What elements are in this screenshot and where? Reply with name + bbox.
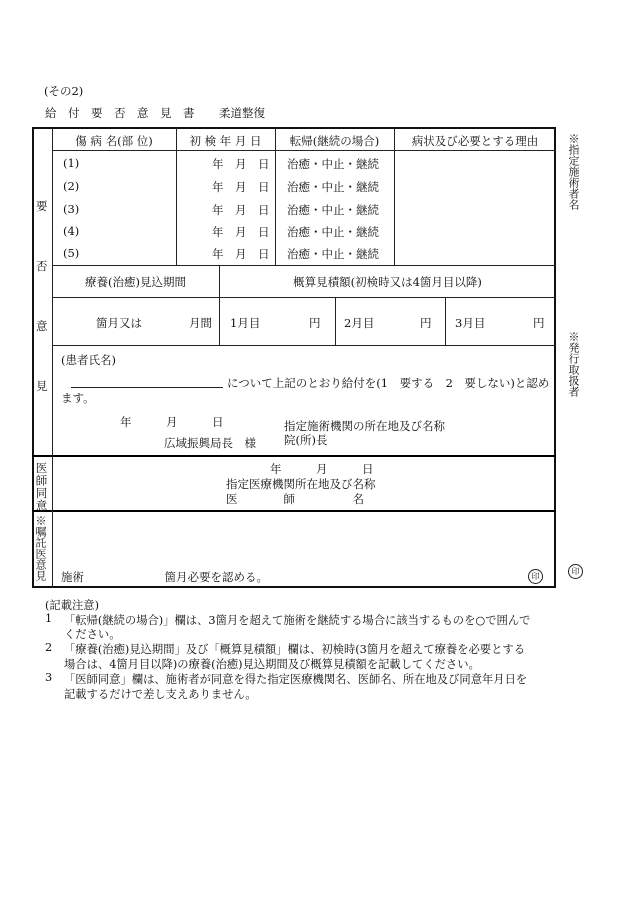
- col-header-reason: 病状及び必要とする理由: [411, 134, 539, 148]
- note-text-cont: 記載するだけで差し支えありません。: [64, 688, 257, 701]
- director-label: 院(所)長: [284, 433, 328, 447]
- period-value-label: 箇月又は: [96, 316, 142, 330]
- left-label-char-1: [36, 198, 48, 416]
- period-unit: 月間: [189, 316, 212, 330]
- note-text: 「転帰(継続の場合)」欄は、3箇月を超えて施術を継続する場合に該当するものを○で囲んで: [64, 614, 531, 627]
- month-2-label: 2月目: [344, 316, 375, 330]
- approval-text: について上記のとおり給付を(1 要する 2 要しない)と認め: [227, 376, 550, 390]
- form-subtitle: (その2): [44, 84, 84, 98]
- row-date: 年 月 日: [212, 180, 270, 194]
- institution-label: 指定施術機関の所在地及び名称: [284, 419, 445, 433]
- row-outcome: 治癒・中止・継続: [287, 180, 379, 194]
- commission-label: ※嘱託医意見: [34, 515, 47, 581]
- row-outcome: 治癒・中止・継続: [287, 225, 379, 239]
- note-text-cont: 場合は、4箇月目以降)の療養(治癒)見込期間及び概算見積額を記載してください。: [64, 658, 480, 671]
- row-number: (1): [63, 156, 80, 170]
- doctor-consent-label: 医師同意: [34, 462, 49, 512]
- doctor-name: 医 師 名: [226, 492, 364, 506]
- left-label: 要否意見: [36, 199, 48, 393]
- note-text: 「療養(治癒)見込期間」及び「概算見積額」欄は、初検時(3箇月を超えて療養を必要とする: [64, 643, 525, 656]
- note-number: 3: [45, 671, 53, 684]
- side-note-issuer: ※発行取扱者: [567, 331, 580, 397]
- row-number: (3): [63, 202, 80, 216]
- notes-heading: (記載注意): [45, 599, 100, 612]
- patient-name-line: [71, 387, 223, 388]
- note-number: 1: [45, 612, 53, 625]
- form-category: 柔道整復: [219, 106, 265, 120]
- period-header: 療養(治癒)見込期間: [85, 275, 186, 289]
- month-3-label: 3月目: [455, 316, 486, 330]
- seal-stamp-icon: 印: [528, 569, 543, 584]
- month-3-unit: 円: [533, 316, 545, 330]
- col-header-outcome: 転帰(継続の場合): [289, 134, 380, 148]
- month-1-label: 1月目: [230, 316, 261, 330]
- side-seal-icon: 印: [568, 564, 583, 579]
- doctor-institution: 指定医療機関所在地及び名称: [226, 477, 376, 491]
- approval-date: 年 月 日: [120, 415, 224, 429]
- commission-text: 施術 箇月必要を認める。: [61, 570, 268, 584]
- row-date: 年 月 日: [212, 203, 270, 217]
- estimate-header: 概算見積額(初検時又は4箇月目以降): [293, 275, 482, 289]
- month-1-unit: 円: [309, 316, 321, 330]
- side-note-facility: ※指定施術者名: [567, 133, 580, 210]
- row-outcome: 治癒・中止・継続: [287, 247, 379, 261]
- note-text: 「医師同意」欄は、施術者が同意を得た指定医療機関名、医師名、所在地及び同意年月日を: [64, 673, 528, 686]
- month-2-unit: 円: [420, 316, 432, 330]
- doctor-date: 年 月 日: [270, 462, 374, 476]
- note-number: 2: [45, 641, 53, 654]
- patient-name-label: (患者氏名): [61, 353, 116, 367]
- row-number: (2): [63, 179, 80, 193]
- row-number: (4): [63, 224, 80, 238]
- col-header-first-exam-date: 初 検 年 月 日: [189, 134, 262, 148]
- row-number: (5): [63, 246, 80, 260]
- approval-text-cont: ます。: [61, 391, 95, 405]
- addressee: 広域振興局長 様: [164, 436, 256, 450]
- row-date: 年 月 日: [212, 225, 270, 239]
- row-date: 年 月 日: [212, 247, 270, 261]
- row-outcome: 治癒・中止・継続: [287, 157, 379, 171]
- col-header-injury: 傷 病 名(部 位): [75, 134, 153, 148]
- row-outcome: 治癒・中止・継続: [287, 203, 379, 217]
- note-text-cont: ください。: [64, 628, 121, 641]
- form-title: 給 付 要 否 意 見 書: [45, 106, 195, 120]
- row-date: 年 月 日: [212, 157, 270, 171]
